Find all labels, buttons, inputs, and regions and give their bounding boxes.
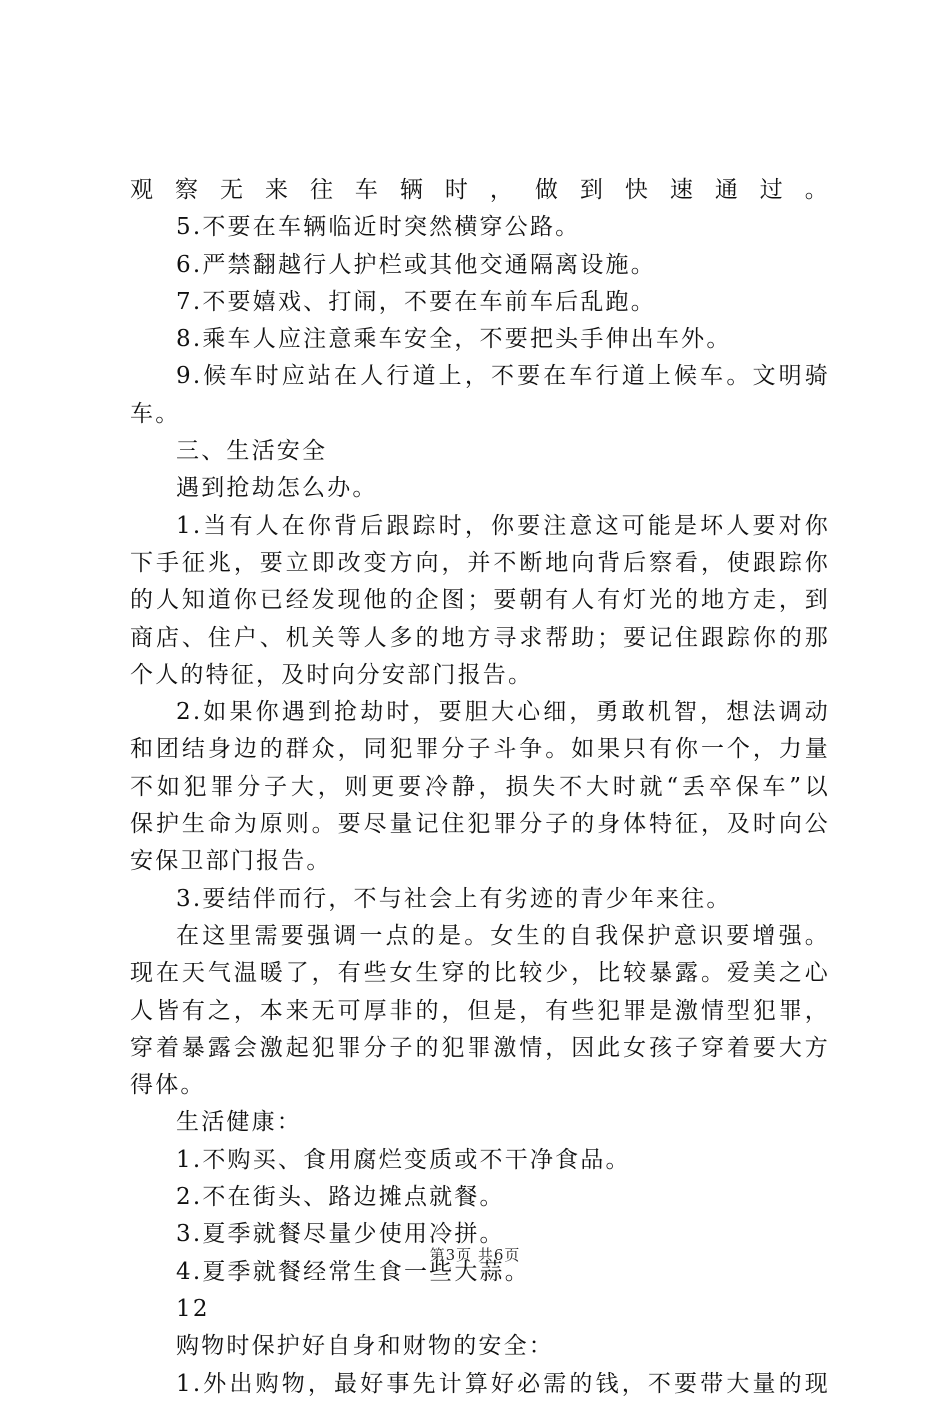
text-line: 和团结身边的群众，同犯罪分子斗争。如果只有你一个，力量 [130, 736, 830, 763]
text-line: 保护生命为原则。要尽量记住犯罪分子的身体特征，及时向公 [130, 811, 830, 838]
text-line: 个人的特征，及时向分安部门报告。 [130, 661, 534, 688]
text-line: 现在天气温暖了，有些女生穿的比较少，比较暴露。爱美之心 [130, 960, 830, 987]
text-line: 12 [176, 1295, 210, 1322]
text-line: 的人知道你已经发现他的企图；要朝有人有灯光的地方走，到 [130, 587, 830, 614]
text-line: 遇到抢劫怎么办。 [176, 475, 378, 502]
list-item: 2.不在街头、路边摊点就餐。 [176, 1184, 505, 1211]
text-line: 人皆有之，本来无可厚非的，但是，有些犯罪是激情型犯罪， [130, 997, 830, 1024]
text-line: 安保卫部门报告。 [130, 848, 332, 875]
text-line: 不如犯罪分子大，则更要冷静，损失不大时就“丢卒保车”以 [130, 773, 830, 800]
text-line: 下手征兆，要立即改变方向，并不断地向背后察看，使跟踪你 [130, 549, 830, 576]
document-body [130, 172, 830, 1403]
text-line: 3.要结伴而行，不与社会上有劣迹的青少年来往。 [176, 885, 732, 912]
list-item: 1.不购买、食用腐烂变质或不干净食品。 [176, 1146, 631, 1173]
page-footer: 第3页 共6页 [429, 1246, 521, 1264]
subheading: 生活健康： [176, 1109, 302, 1136]
text-line: 穿着暴露会激起犯罪分子的犯罪激情，因此女孩子穿着要大方 [130, 1034, 830, 1061]
text-line: 9.候车时应站在人行道上，不要在车行道上候车。文明骑 [176, 363, 830, 390]
list-item: 3.夏季就餐尽量少使用冷拼。 [176, 1221, 505, 1248]
text-line: 观察无来往车辆时，做到快速通过。 [130, 177, 830, 203]
list-item: 4.夏季就餐经常生食一些大蒜。 [176, 1258, 530, 1285]
text-line: 1.当有人在你背后跟踪时，你要注意这可能是坏人要对你 [176, 512, 830, 539]
text-line: 得体。 [130, 1072, 206, 1099]
text-line: 车。 [130, 400, 181, 427]
text-line: 5.不要在车辆临近时突然横穿公路。 [176, 214, 581, 241]
text-line: 6.严禁翻越行人护栏或其他交通隔离设施。 [176, 251, 656, 278]
text-line: 8.乘车人应注意乘车安全，不要把头手伸出车外。 [176, 326, 732, 353]
subheading: 购物时保护好自身和财物的安全： [176, 1333, 554, 1360]
section-heading: 三、生活安全 [176, 438, 328, 465]
text-line: 2.如果你遇到抢劫时，要胆大心细，勇敢机智，想法调动 [176, 699, 830, 726]
text-line: 7.不要嬉戏、打闹，不要在车前车后乱跑。 [176, 288, 656, 315]
text-line: 商店、住户、机关等人多的地方寻求帮助；要记住跟踪你的那 [130, 624, 830, 651]
list-item: 1.外出购物，最好事先计算好必需的钱，不要带大量的现 [176, 1370, 830, 1397]
text-line: 在这里需要强调一点的是。女生的自我保护意识要增强。 [176, 922, 830, 949]
